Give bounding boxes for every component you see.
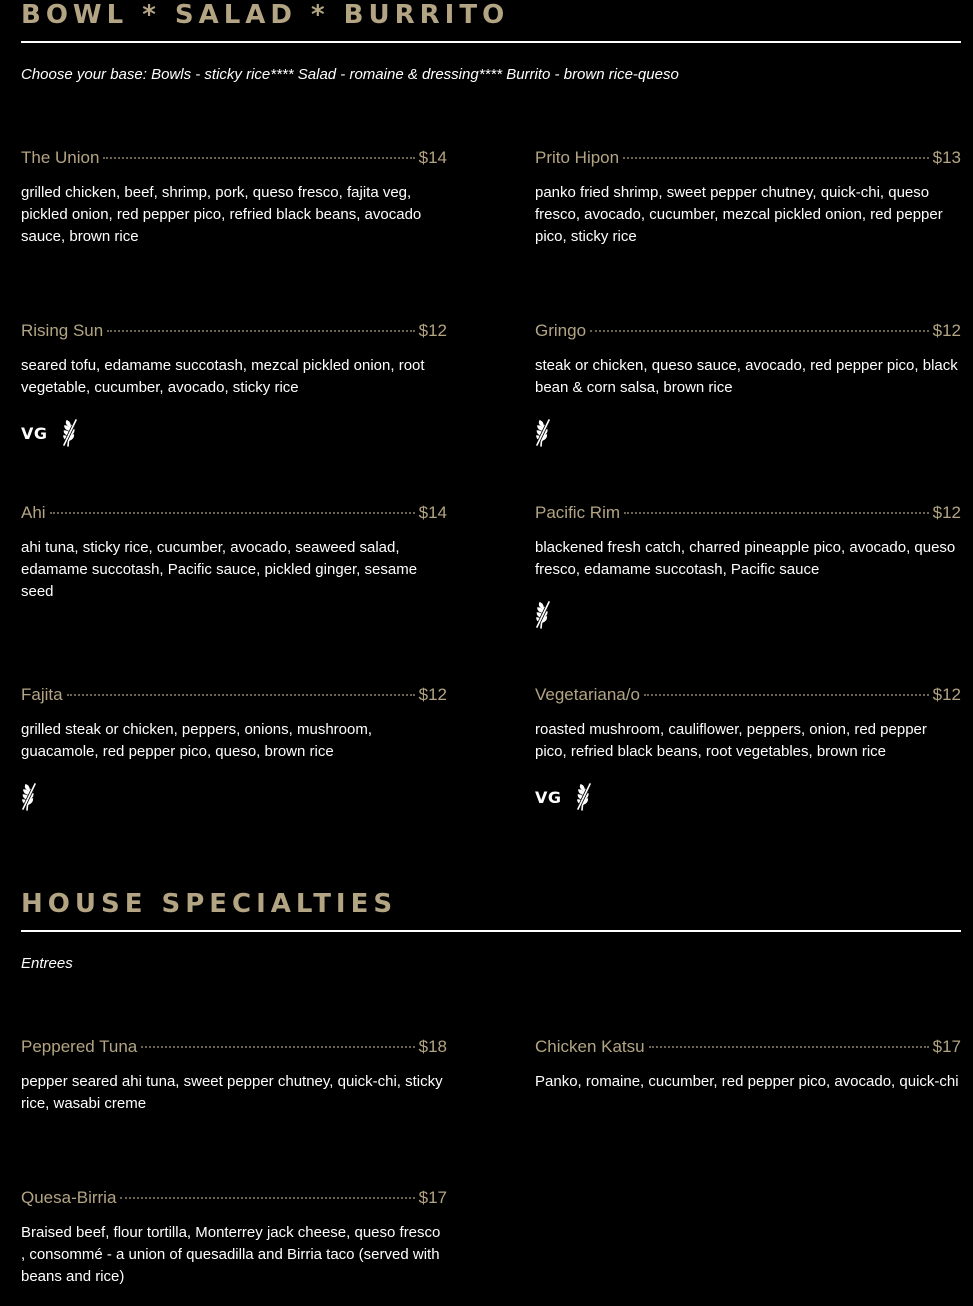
gluten-free-icon: [535, 419, 551, 447]
item-header: [535, 148, 961, 168]
item-header: [535, 1037, 961, 1057]
menu-item: [21, 685, 447, 811]
item-name: The Union: [21, 148, 100, 167]
item-header: [535, 685, 961, 705]
vegan-badge: VG: [21, 423, 48, 443]
dot-leader: [107, 330, 414, 332]
item-name: Peppered Tuna: [21, 1037, 138, 1056]
item-description: grilled steak or chicken, peppers, onions, mushroom, guacamole, red pepper pico, queso, brown rice: [21, 721, 373, 760]
item-header: [21, 148, 447, 168]
item-price: $13: [932, 148, 961, 167]
item-description: seared tofu, edamame succotash, mezcal pickled onion, root vegetable, cucumber, avocado, sticky rice: [21, 357, 425, 396]
dietary-tags: [21, 419, 447, 447]
item-description: roasted mushroom, cauliflower, peppers, onion, red pepper pico, refried black beans, root vegetables, brown rice: [535, 721, 927, 760]
menu-item: [21, 321, 447, 447]
dot-leader: [644, 694, 929, 696]
item-description: pepper seared ahi tuna, sweet pepper chutney, quick-chi, sticky rice, wasabi creme: [21, 1073, 443, 1112]
menu-item: [21, 1037, 447, 1115]
menu-item: [535, 321, 961, 447]
section-title: HOUSE SPECIALTIES: [21, 889, 398, 919]
item-description: blackened fresh catch, charred pineapple pico, avocado, queso fresco, edamame succotash, Pacific sauce: [535, 539, 956, 578]
section-divider: [21, 41, 961, 43]
dot-leader: [649, 1046, 929, 1048]
vegan-badge: VG: [535, 787, 562, 807]
dot-leader: [141, 1046, 414, 1048]
item-name: Vegetariana/o: [535, 685, 640, 704]
item-description: Panko, romaine, cucumber, red pepper pico, avocado, quick-chi: [535, 1073, 959, 1090]
item-description: grilled chicken, beef, shrimp, pork, queso fresco, fajita veg, pickled onion, red pepper pico, refried black beans, avocado sauce, brown rice: [21, 184, 422, 245]
item-name: Pacific Rim: [535, 503, 621, 522]
item-price: $12: [418, 685, 447, 704]
item-name: Chicken Katsu: [535, 1037, 645, 1056]
item-header: [21, 685, 447, 705]
menu-item: [535, 148, 961, 248]
section-divider: [21, 930, 961, 932]
dot-leader: [590, 330, 929, 332]
dot-leader: [120, 1197, 414, 1199]
item-description: steak or chicken, queso sauce, avocado, red pepper pico, black bean & corn salsa, brown rice: [535, 357, 958, 396]
dietary-tags: [535, 419, 961, 447]
section-title: BOWL * SALAD * BURRITO: [21, 0, 510, 30]
item-price: $17: [932, 1037, 961, 1056]
item-name: Ahi: [21, 503, 46, 522]
gluten-free-icon: [576, 783, 592, 811]
menu-item: [21, 503, 447, 603]
item-description: panko fried shrimp, sweet pepper chutney, quick-chi, queso fresco, avocado, cucumber, mezcal pickled onion, red pepper pico, sticky rice: [535, 184, 943, 245]
dot-leader: [67, 694, 415, 696]
item-header: [535, 321, 961, 341]
dot-leader: [623, 157, 929, 159]
item-header: [535, 503, 961, 523]
section-subtitle: Entrees: [21, 955, 73, 972]
item-price: $18: [418, 1037, 447, 1056]
item-price: $14: [418, 148, 447, 167]
menu-item: [535, 503, 961, 629]
dot-leader: [624, 512, 929, 514]
item-description: Braised beef, flour tortilla, Monterrey jack cheese, queso fresco , consommé - a union of quesadilla and Birria taco (served with beans and rice): [21, 1224, 441, 1285]
item-price: $12: [932, 685, 961, 704]
item-name: Gringo: [535, 321, 587, 340]
gluten-free-icon: [535, 601, 551, 629]
gluten-free-icon: [62, 419, 78, 447]
menu-item: [21, 1188, 447, 1288]
menu-item: [535, 1037, 961, 1093]
section-subtitle: Choose your base: Bowls - sticky rice**** Salad - romaine & dressing**** Burrito - brown rice-queso: [21, 66, 679, 83]
dietary-tags: [535, 783, 961, 811]
item-name: Rising Sun: [21, 321, 104, 340]
menu-item: [535, 685, 961, 811]
item-price: $14: [418, 503, 447, 522]
item-header: [21, 1037, 447, 1057]
gluten-free-icon: [21, 783, 37, 811]
item-price: $12: [932, 503, 961, 522]
dot-leader: [50, 512, 415, 514]
item-price: $12: [418, 321, 447, 340]
section-house-specialties: [21, 889, 961, 972]
item-header: [21, 321, 447, 341]
item-header: [21, 503, 447, 523]
item-name: Quesa-Birria: [21, 1188, 117, 1207]
item-header: [21, 1188, 447, 1208]
menu-item: [21, 148, 447, 248]
dot-leader: [103, 157, 414, 159]
item-price: $12: [932, 321, 961, 340]
item-description: ahi tuna, sticky rice, cucumber, avocado, seaweed salad, edamame succotash, Pacific sauce, pickled ginger, sesame seed: [21, 539, 418, 600]
section-bowl-salad-burrito: [21, 0, 961, 83]
item-price: $17: [418, 1188, 447, 1207]
dietary-tags: [535, 601, 961, 629]
item-name: Prito Hipon: [535, 148, 620, 167]
item-name: Fajita: [21, 685, 63, 704]
dietary-tags: [21, 783, 447, 811]
